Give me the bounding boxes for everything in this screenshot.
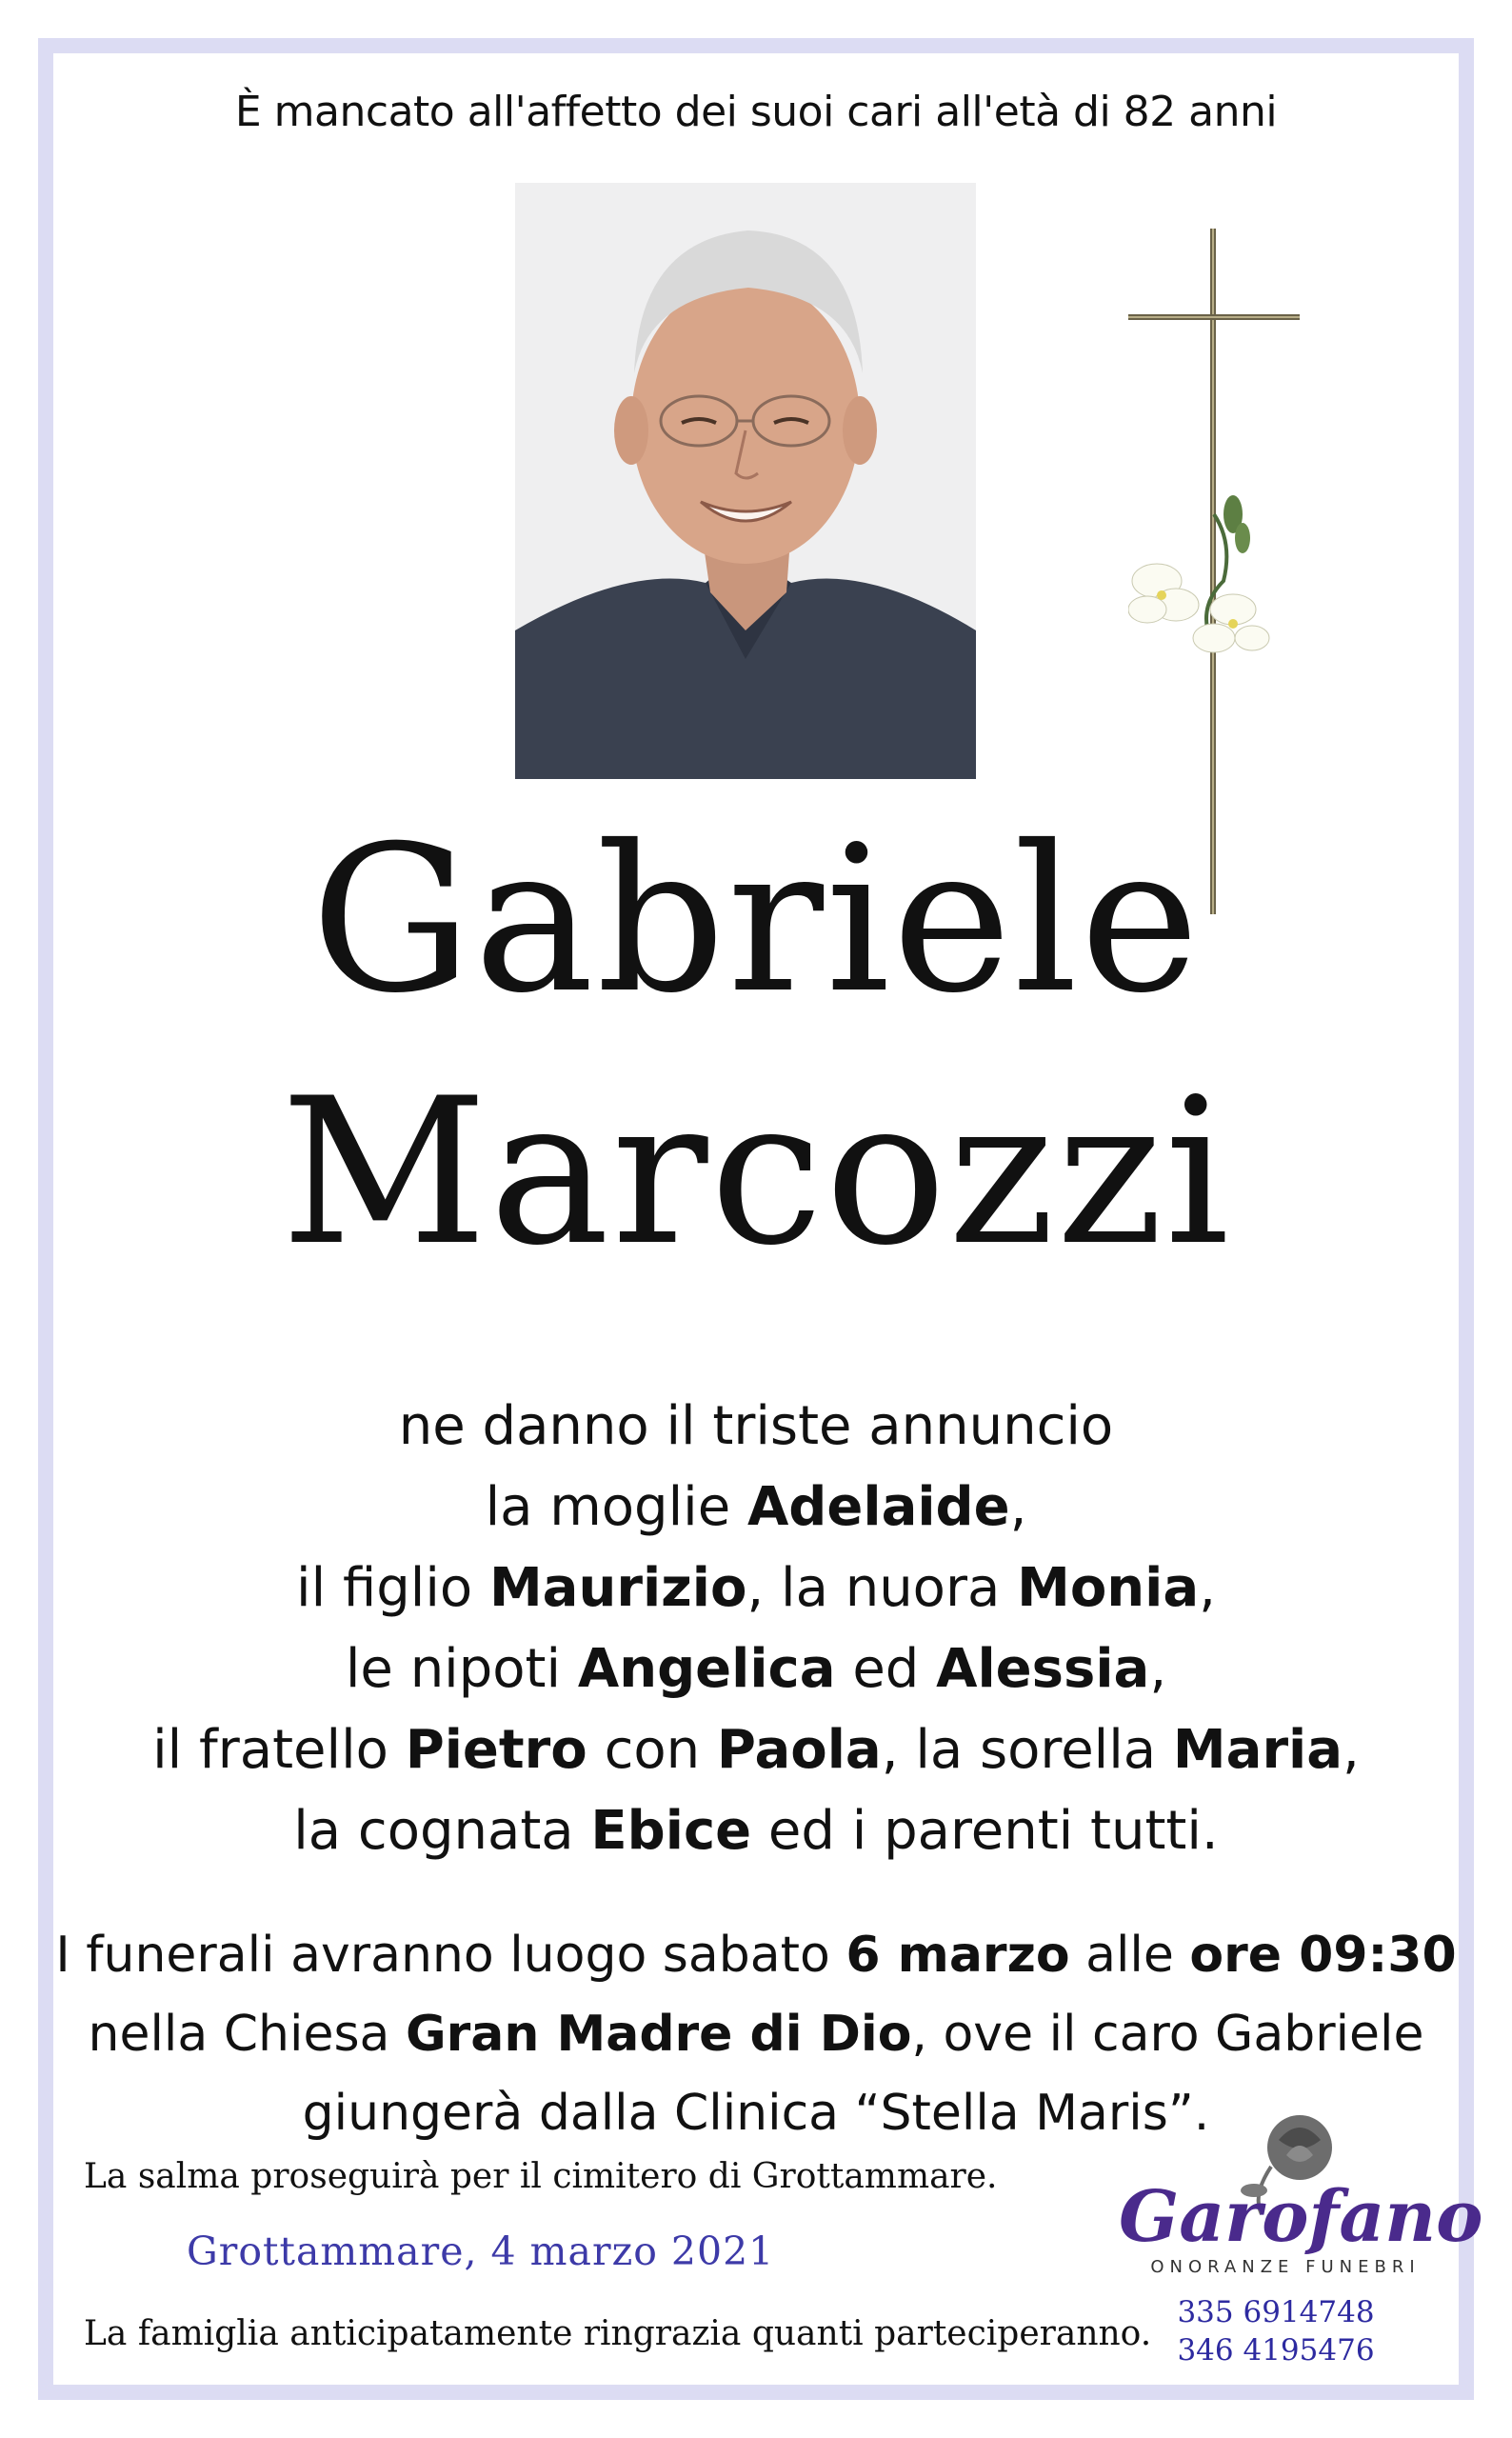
highlighted-name: ore 09:30 [1189, 1927, 1457, 1984]
funeral-line [0, 1995, 1512, 2074]
text-segment: ne danno il triste annuncio [398, 1395, 1114, 1457]
text-segment: I funerali avranno luogo sabato [55, 1927, 846, 1984]
highlighted-name: Gran Madre di Dio [405, 2006, 912, 2063]
highlighted-name: Paola [716, 1719, 882, 1781]
highlighted-name: Alessia [936, 1638, 1150, 1700]
announcement-line [0, 1790, 1512, 1871]
announcement-line [0, 1629, 1512, 1709]
text-segment: il figlio [296, 1557, 489, 1619]
intro-text: È mancato all'affetto dei suoi cari all'età di 82 anni [234, 88, 1278, 136]
agency-phone-2: 346 4195476 [1177, 2333, 1375, 2368]
text-segment: con [587, 1719, 717, 1781]
text-segment: ed [835, 1638, 937, 1700]
announcement-line [0, 1386, 1512, 1467]
highlighted-name: Monia [1017, 1557, 1200, 1619]
text-segment: le nipoti [345, 1638, 578, 1700]
announcement-line [0, 1548, 1512, 1629]
text-segment: ed i parenti tutti. [751, 1800, 1219, 1862]
text-segment: giungerà dalla Clinica “Stella Maris”. [302, 2085, 1210, 2142]
highlighted-name: Ebice [590, 1800, 752, 1862]
burial-note: La salma proseguirà per il cimitero di Grottammare. [84, 2157, 998, 2196]
deceased-last-name: Marcozzi [280, 1054, 1232, 1289]
agency-subtitle: ONORANZE FUNEBRI [1150, 2257, 1421, 2277]
text-segment: nella Chiesa [88, 2006, 406, 2063]
place-and-date: Grottammare, 4 marzo 2021 [187, 2228, 775, 2274]
text-segment: , la sorella [881, 1719, 1173, 1781]
thanks-note: La famiglia anticipatamente ringrazia quanti parteciperanno. [84, 2314, 1152, 2353]
text-segment: la moglie [485, 1476, 747, 1538]
announcement-text [0, 1386, 1512, 1871]
portrait-photo [515, 183, 976, 779]
text-segment: , la nuora [746, 1557, 1018, 1619]
text-segment: alle [1069, 1927, 1190, 1984]
text-segment: , [1199, 1557, 1216, 1619]
text-segment: , [1009, 1476, 1027, 1538]
text-segment: la cognata [293, 1800, 591, 1862]
text-segment: , [1149, 1638, 1167, 1700]
text-segment: , [1343, 1719, 1360, 1781]
text-segment: , ove il caro Gabriele [911, 2006, 1424, 2063]
announcement-line [0, 1467, 1512, 1548]
highlighted-name: 6 marzo [846, 1927, 1070, 1984]
announcement-line [0, 1709, 1512, 1790]
highlighted-name: Angelica [577, 1638, 836, 1700]
highlighted-name: Adelaide [746, 1476, 1010, 1538]
highlighted-name: Maria [1172, 1719, 1343, 1781]
text-segment: il fratello [152, 1719, 406, 1781]
agency-name: Garofano [1119, 2176, 1483, 2258]
highlighted-name: Maurizio [488, 1557, 747, 1619]
deceased-first-name: Gabriele [310, 802, 1202, 1037]
funeral-line [0, 1916, 1512, 1995]
highlighted-name: Pietro [405, 1719, 587, 1781]
agency-phone-1: 335 6914748 [1177, 2295, 1375, 2329]
